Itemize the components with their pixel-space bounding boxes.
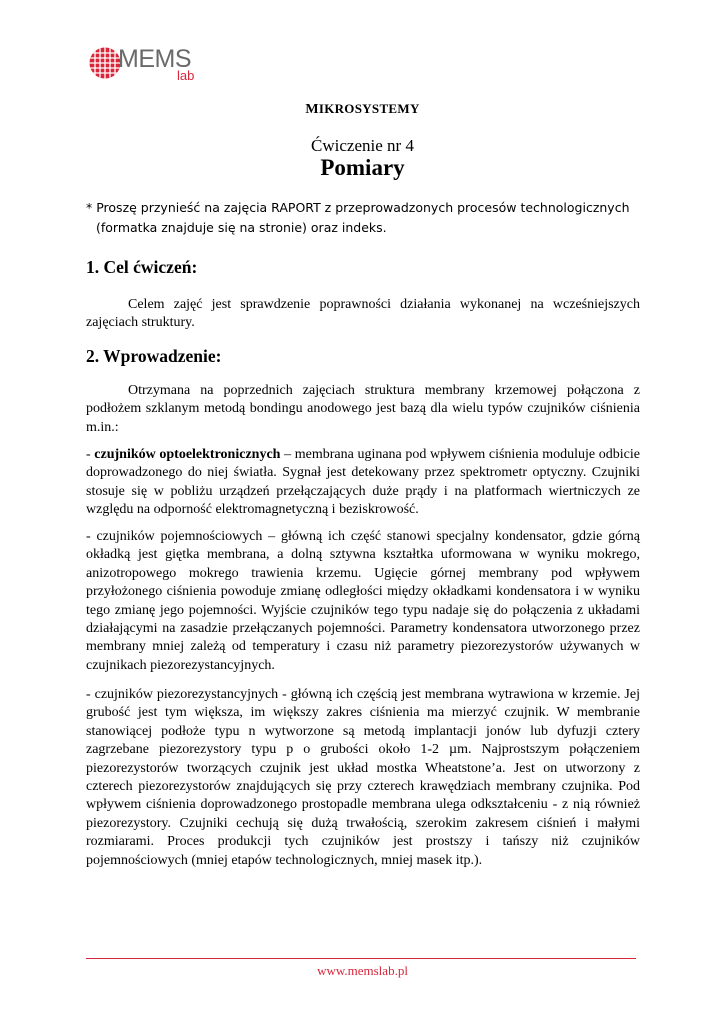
exercise-number: Ćwiczenie nr 4 [311, 136, 414, 155]
footer-url: www.memslab.pl [317, 963, 408, 978]
chip-grid-icon [88, 46, 122, 80]
category-rest: IKROSYSTEMY [318, 101, 420, 116]
memslab-logo [88, 42, 208, 88]
note-line-1: * Proszę przynieść na zajęcia RAPORT z przeprowadzonych procesów technologicznych [86, 200, 630, 215]
note-line-2: (formatka znajduje się na stronie) oraz indeks. [96, 220, 387, 235]
section-heading-intro: 2. Wprowadzenie: [86, 346, 222, 366]
page-title: Pomiary [320, 155, 405, 180]
intro-paragraph: Otrzymana na poprzednich zajęciach struktura membrany krzemowej połączona z podłożem szklanym metodą bondingu anodowego jest bazą dla wielu typów czujników ciśnienia m.in.: [86, 383, 640, 435]
category-initial: M [305, 102, 319, 117]
footer-divider [86, 958, 636, 959]
goal-paragraph: Celem zajęć jest sprawdzenie poprawności działania wykonanej na wcześniejszych zajęciach struktury. [86, 297, 640, 331]
logo-sub: lab [177, 68, 195, 83]
course-category [0, 101, 725, 118]
piezo-paragraph: - czujników piezorezystancyjnych - główną ich częścią jest membrana wytrawiona w krzemie. Jej grubość jest tym większa, im większy zakres ciśnienia ma mierzyć czujnik. W membranie stanowiącej podłoże typu n wytworzone są metodą implantacji jonów lub dyfuzji cztery zagrzebane piezorezystory typu p o grubości około 1-2 µm. Najprostszym połączeniem piezorezystorów tworzących czujnik jest układ mostka Wheatstone’a. Jest on utworzony z czterech piezorezystorów znajdujących się przy czterech krawędziach membrany czujnika. Pod wpływem ciśnienia doprowadzonego prostopadle membrana ulega odkształceniu - z nią również piezorezystory. Czujniki cechują się dużą trwałością, szerokim zakresem ciśnień i małymi rozmiarami. Proces produkcji tych czujników jest prostszy i tańszy niż czujników pojemnościowych (mniej etapów technologicznych, mniej masek itp.). [86, 687, 640, 868]
section-heading-goal: 1. Cel ćwiczeń: [86, 257, 198, 277]
capacitive-paragraph: - czujników pojemnościowych – główną ich część stanowi specjalny kondensator, gdzie górną okładką jest giętka membrana, a dolną sztywna kształtka uformowana w wyniku mokrego, anizotropowego mokrego trawienia krzemu. Ugięcie górnej membrany pod wpływem przyłożonego ciśnienia powoduje zmianę odległości między okładkami kondensatora i w wyniku tego zmianę jego pojemności. Wyjście czujników tego typu nadaje się do połączenia z układami działającymi na zasadzie przełączanych pojemności. Parametry kondensatora utworzonego przez membrany mniej zależą od temperatury i czasu niż parametry piezorezystorów używanych w czujnikach piezorezystancyjnych. [86, 529, 640, 673]
opto-term: czujników optoelektronicznych [94, 447, 281, 462]
report-note [86, 198, 646, 238]
opto-text: – membrana uginana pod wpływem ciśnienia moduluje odbicie doprowadzonego do niej światła. Sygnał jest detekowany przez spektrometr optyczny. Czujniki stosuje się w pobliżu urządzeń przełączających duże prądy i na platformach wiertniczych ze względu na odporność elektromagnetyczną i beziskrowość. [86, 447, 640, 518]
opto-paragraph [86, 446, 640, 520]
logo-word: MEMS [118, 45, 191, 73]
opto-prefix: - [86, 447, 95, 462]
